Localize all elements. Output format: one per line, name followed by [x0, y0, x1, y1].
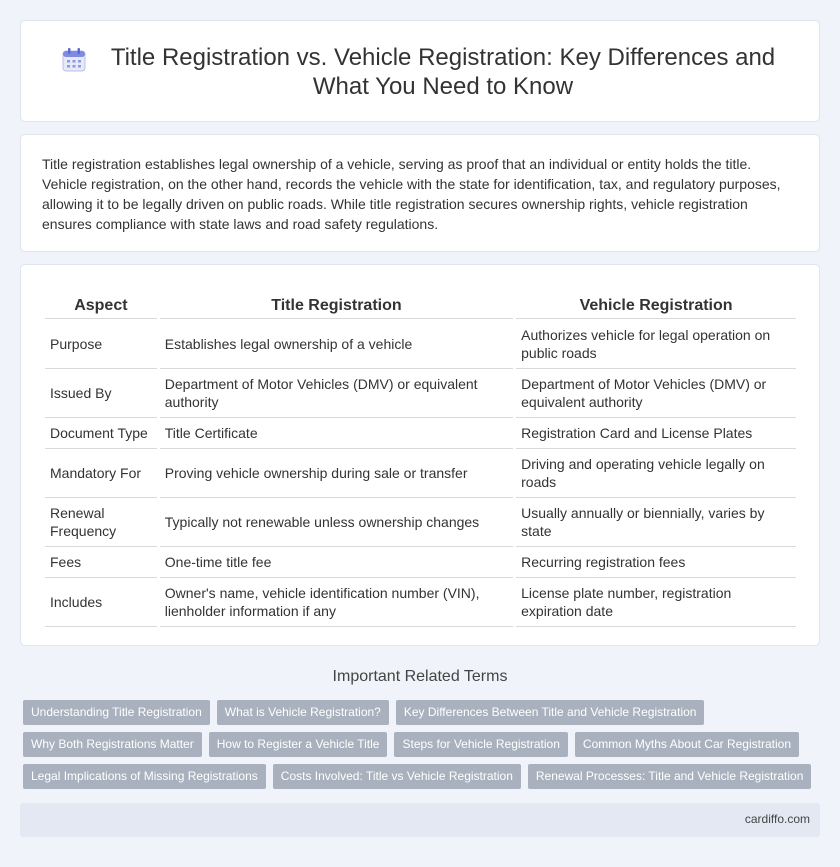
comparison-table — [42, 293, 799, 627]
comparison-card — [20, 264, 820, 646]
aspect-cell: Renewal Frequency — [45, 498, 157, 547]
related-tag[interactable]: How to Register a Vehicle Title — [209, 732, 388, 757]
table-row — [45, 578, 796, 627]
header-card — [20, 20, 820, 122]
title-cell: Proving vehicle ownership during sale or transfer — [160, 449, 513, 498]
table-header-row — [45, 293, 796, 319]
table-row — [45, 449, 796, 498]
table-row — [45, 319, 796, 369]
related-tag[interactable]: Why Both Registrations Matter — [23, 732, 202, 757]
footer — [20, 803, 820, 837]
aspect-cell: Purpose — [45, 319, 157, 369]
title-cell: Title Certificate — [160, 418, 513, 449]
summary-card — [20, 134, 820, 252]
aspect-cell: Includes — [45, 578, 157, 627]
title-cell: Department of Motor Vehicles (DMV) or equivalent authority — [160, 369, 513, 418]
header-aspect: Aspect — [45, 293, 157, 319]
header-vehicle-registration: Vehicle Registration — [516, 293, 796, 319]
aspect-cell: Mandatory For — [45, 449, 157, 498]
related-terms-title: Important Related Terms — [332, 668, 508, 685]
vehicle-cell: Authorizes vehicle for legal operation on public roads — [516, 319, 796, 369]
vehicle-cell: Recurring registration fees — [516, 547, 796, 578]
related-tag[interactable]: Common Myths About Car Registration — [575, 732, 799, 757]
related-tag[interactable]: What is Vehicle Registration? — [217, 700, 389, 725]
related-tag[interactable]: Legal Implications of Missing Registrations — [23, 764, 266, 789]
title-cell: One-time title fee — [160, 547, 513, 578]
site-name-link[interactable]: cardiffo.com — [744, 812, 810, 826]
table-row — [45, 418, 796, 449]
title-cell: Owner's name, vehicle identification number (VIN), lienholder information if any — [160, 578, 513, 627]
title-cell: Establishes legal ownership of a vehicle — [160, 319, 513, 369]
vehicle-cell: License plate number, registration expiration date — [516, 578, 796, 627]
vehicle-cell: Department of Motor Vehicles (DMV) or equivalent authority — [516, 369, 796, 418]
related-tag[interactable]: Understanding Title Registration — [23, 700, 210, 725]
related-tag[interactable]: Key Differences Between Title and Vehicle Registration — [396, 700, 705, 725]
calendar-icon — [61, 47, 87, 73]
header-title-registration: Title Registration — [160, 293, 513, 319]
related-tag[interactable]: Costs Involved: Title vs Vehicle Registration — [273, 764, 521, 789]
related-tag[interactable]: Renewal Processes: Title and Vehicle Registration — [528, 764, 811, 789]
title-cell: Typically not renewable unless ownership changes — [160, 498, 513, 547]
table-row — [45, 547, 796, 578]
table-row — [45, 498, 796, 547]
aspect-cell: Document Type — [45, 418, 157, 449]
aspect-cell: Issued By — [45, 369, 157, 418]
table-row — [45, 369, 796, 418]
page-title: Title Registration vs. Vehicle Registration: Key Differences and What You Need to Know — [110, 44, 776, 100]
vehicle-cell: Registration Card and License Plates — [516, 418, 796, 449]
related-tag[interactable]: Steps for Vehicle Registration — [394, 732, 567, 757]
vehicle-cell: Usually annually or biennially, varies by state — [516, 498, 796, 547]
vehicle-cell: Driving and operating vehicle legally on roads — [516, 449, 796, 498]
aspect-cell: Fees — [45, 547, 157, 578]
summary-text: Title registration establishes legal ownership of a vehicle, serving as proof that an individual or entity holds the title. Vehicle registration, on the other hand, records the vehicle with the state for identification, tax, and regulatory purposes, allowing it to be legally driven on public roads. While title registration secures ownership rights, vehicle registration ensures compliance with state laws and road safety regulations. — [42, 156, 781, 232]
